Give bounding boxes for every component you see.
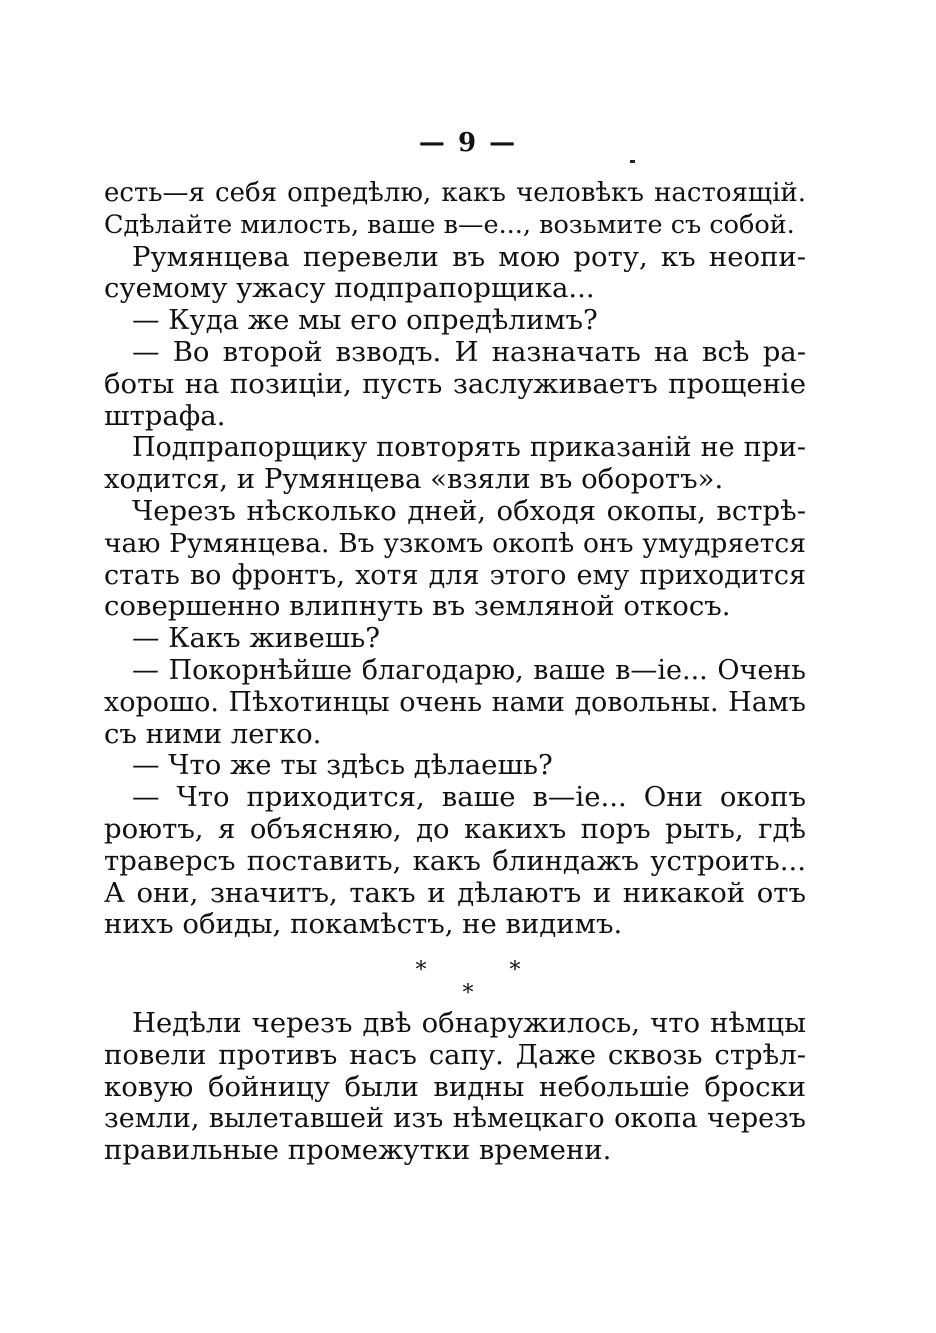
text-line: Подпрапорщику повторять приказаній не при- (132, 432, 806, 464)
text-line: Румянцева перевели въ мою роту, къ неопи- (132, 241, 806, 273)
text-line: стать во фронтъ, хотя для этого ему приходится (104, 559, 806, 591)
dialogue-line: — Какъ живешь? (132, 623, 381, 655)
text-line: ходится, и Румянцева «взяли въ оборотъ». (104, 464, 724, 496)
section-separator-star: * (462, 981, 474, 1006)
text-line: траверсъ поставить, какъ блиндажъ устроить... (104, 845, 806, 877)
text-section-2 (104, 1008, 806, 1167)
text-line: Недѣли черезъ двѣ обнаружилось, что нѣмцы (132, 1008, 806, 1039)
text-line: Сдѣлайте милость, ваше в—е..., возьмите съ собой. (104, 209, 795, 240)
text-line: нихъ обиды, покамѣстъ, не видимъ. (104, 909, 623, 941)
dialogue-line: — Куда же мы его опредѣлимъ? (132, 305, 598, 337)
dialogue-line: — Покорнѣйше благодарю, ваше в—іе... Очень (132, 654, 806, 686)
text-line: правильные промежутки времени. (104, 1135, 612, 1167)
text-line: повели противъ насъ сапу. Даже сквозь стрѣл- (104, 1039, 806, 1071)
text-line: совершенно влипнуть въ земляной откосъ. (104, 591, 731, 623)
text-line: есть—я себя опредѣлю, какъ человѣкъ настоящій. (104, 178, 806, 208)
dialogue-line: — Что приходится, ваше в—іе... Они окопъ (132, 782, 806, 814)
text-line: земли, вылетавшей изъ нѣмецкаго окопа черезъ (104, 1103, 806, 1135)
text-line: боты на позиціи, пусть заслуживаетъ прощеніе (104, 368, 806, 400)
text-line: А они, значитъ, такъ и дѣлаютъ и никакой отъ (104, 877, 806, 909)
text-line: Черезъ нѣсколько дней, обходя окопы, встрѣ- (132, 495, 806, 527)
text-section-1 (104, 178, 806, 941)
page-number: — 9 — (418, 128, 518, 158)
text-line: штрафа. (104, 400, 226, 432)
section-separator-stars: * * (415, 958, 559, 983)
text-line: съ ними легко. (104, 718, 322, 750)
text-line: чаю Румянцева. Въ узкомъ окопѣ онъ умудряется (104, 527, 806, 559)
text-line: хорошо. Пѣхотинцы очень нами довольны. Намъ (104, 686, 806, 718)
text-line: суемому ужасу подпрапорщика... (104, 273, 595, 305)
text-line: ковую бойницу были видны небольшіе броски (104, 1071, 806, 1103)
dialogue-line: — Что же ты здѣсь дѣлаешь? (132, 750, 553, 782)
print-speck (630, 160, 635, 163)
dialogue-line: — Во второй взводъ. И назначать на всѣ ра- (132, 336, 806, 368)
text-line: роютъ, я объясняю, до какихъ поръ рыть, гдѣ (104, 813, 806, 845)
